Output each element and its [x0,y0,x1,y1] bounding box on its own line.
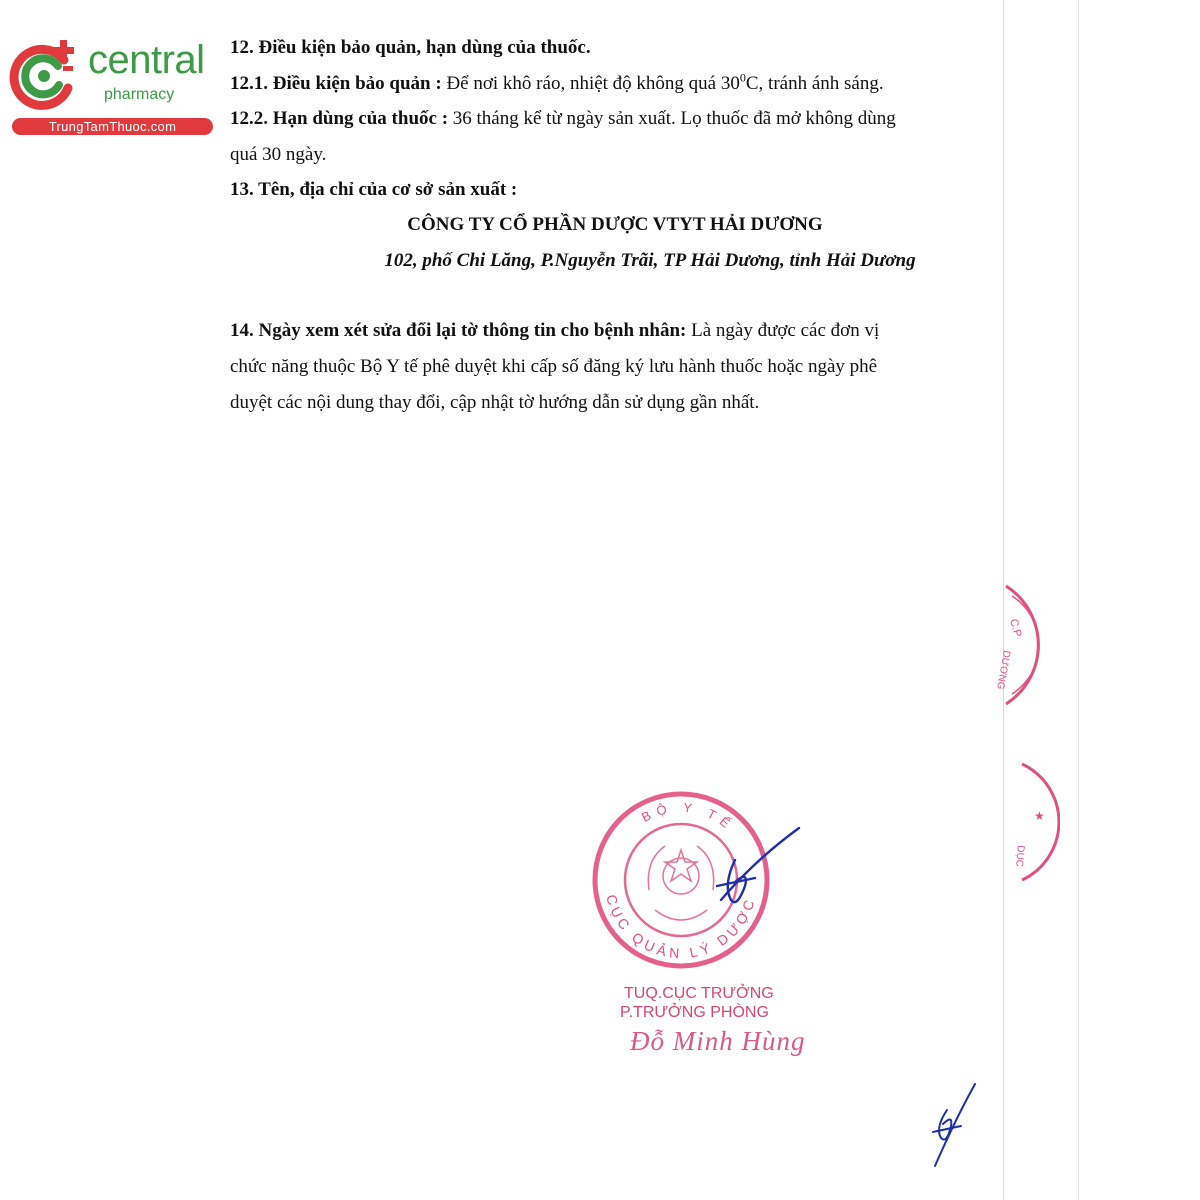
section-12-1 [230,70,884,95]
svg-text:CỤC QUẢN LÝ DƯỢC: CỤC QUẢN LÝ DƯỢC [603,892,759,962]
manufacturer-address: 102, phố Chi Lăng, P.Nguyễn Trãi, TP Hải Dương, tỉnh Hải Dương [384,250,916,271]
svg-text:DỤC: DỤC [1013,844,1026,868]
section-12-1-text: Để nơi khô ráo, nhiệt độ không quá 30 [441,73,740,94]
logo-sub-text: pharmacy [104,86,175,103]
svg-text:★: ★ [1034,809,1045,823]
section-14-label: 14. Ngày xem xét sửa đổi lại tờ thông tin cho bệnh nhân: [230,320,687,341]
central-pharmacy-logo[interactable] [8,38,218,138]
logo-brand-text: central [88,38,205,82]
logo-c-cross-icon [8,38,88,114]
section-14-line-3: duyệt các nội dung thay đổi, cập nhật tờ hướng dẫn sử dụng gần nhất. [230,392,760,413]
section-12-1-text-end: C, tránh ánh sáng. [745,73,884,94]
section-12-2-text: 36 tháng kể từ ngày sản xuất. Lọ thuốc đã mở không dùng [448,108,896,129]
logo-site-banner[interactable]: TrungTamThuoc.com [12,118,213,135]
section-12-2 [230,108,896,130]
section-14-text: Là ngày được các đơn vị [686,320,880,341]
edge-stamp-bottom [1010,760,1060,885]
signatory-name: Đỗ Minh Hùng [630,1026,806,1056]
svg-text:C.P: C.P [1007,617,1024,639]
page-edge-line-right [1078,0,1079,1200]
initials-scribble [925,1080,985,1170]
edge-stamp-top [990,580,1050,710]
section-12-title: 12. Điều kiện bảo quản, hạn dùng của thuốc. [230,37,591,58]
svg-text:BỘ Y TẾ: BỘ Y TẾ [639,799,738,835]
section-12-2-continued: quá 30 ngày. [230,144,327,165]
degree-superscript: 0 [739,70,746,85]
svg-text:DƯƠNG: DƯƠNG [994,649,1012,691]
section-12-1-label: 12.1. Điều kiện bảo quản : [230,73,442,94]
section-12-2-label: 12.2. Hạn dùng của thuốc : [230,108,449,129]
section-13-title: 13. Tên, địa chỉ của cơ sở sản xuất : [230,179,518,200]
section-14 [230,320,879,342]
official-seal-stamp [585,790,815,970]
section-14-line-2: chức năng thuộc Bộ Y tế phê duyệt khi cấp số đăng ký lưu hành thuốc hoặc ngày phê [230,356,878,377]
signature-block [610,984,870,1057]
manufacturer-name: CÔNG TY CỔ PHẦN DƯỢC VTYT HẢI DƯƠNG [407,214,823,235]
signatory-title-1: TUQ.CỤC TRƯỞNG [624,985,774,1002]
signatory-title-2: P.TRƯỞNG PHÒNG [620,1004,769,1021]
